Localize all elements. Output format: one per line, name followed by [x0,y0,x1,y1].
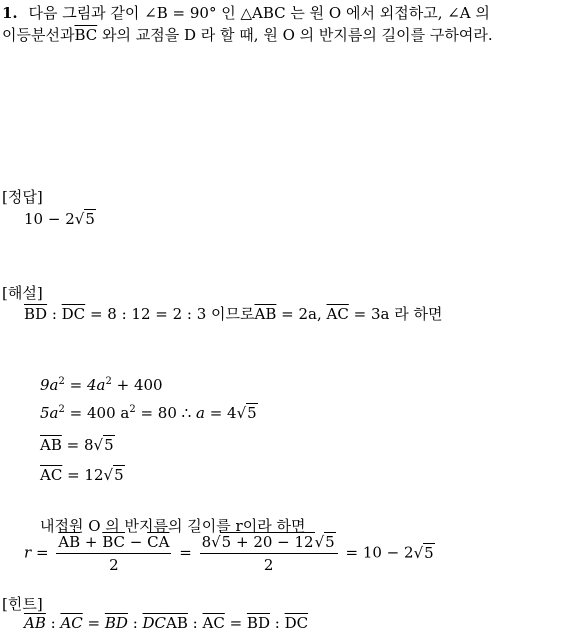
eq2-term-a: 5a [40,404,59,422]
eq4-value: = 12 [62,466,104,484]
equation-1: $9a^2 = 4a^2 + 400$ [40,376,163,394]
ac-value: = 3a 라 하면 [348,305,443,323]
question-line-2 [2,24,493,45]
segment-bc: $\overline{BC}$ [74,26,98,44]
hint-label: [힌트] [2,595,43,613]
eq1-term-b: = 4a [64,376,106,394]
sqrt-5: √5 [93,436,114,454]
question-text-1: 다음 그림과 같이 ∠B = 90° 인 △ABC 는 원 O 에서 외접하고, ∠A 의 [28,4,490,22]
equals: = [174,543,197,562]
hint-line: $\overline{AB}$ : $\overline{AC} = \overline{BD}$ : $\overline{DC}\overline{AB}$ : $\overline{AC} = \overline{BD}$ : $\overline{DC}$ [24,614,309,632]
sqrt-5: √5 [413,543,434,562]
eq2-term-e: = 4 [204,404,237,422]
eq3-value: = 8 [61,436,94,454]
eq2-term-b: = 400 a [64,404,130,422]
question-text-2-pre: 이등분선과 [2,26,75,44]
question-number: 1. [2,4,18,22]
segment-bd: $\overline{BD}$ [24,305,48,323]
sqrt-5: √5 [74,210,95,228]
equation-3 [40,436,115,454]
segment-ac: $\overline{AC}$ [60,614,83,632]
eq1-term-a: 9a [40,376,59,394]
answer-value-pre: 10 − 2 [24,210,75,228]
segment-bd: $\overline{BD}$ [246,614,270,632]
explanation-label: [해설] [2,284,43,302]
segment-ab: $\overline{AB}$ [40,436,62,454]
segment-ab: $\overline{AB}$ [58,533,81,551]
equation-2: $5a^2 = 400$ $a^2 = 80$ ∴ a = 4√5 [40,404,257,422]
segment-ab: $\overline{AB}$ [254,305,277,323]
sqrt-5: √5 [103,466,124,484]
radius-text: 내접원 O 의 반지름의 길이를 r이라 하면 [40,517,306,535]
radius-formula [24,533,435,574]
var-r: r [24,543,32,562]
eq2-var-a: a [195,404,205,422]
segment-bc: $\overline{BC}$ [102,533,126,551]
explanation-line-1 [24,303,442,324]
segment-ac: $\overline{AC}$ [40,466,63,484]
segment-dc: $\overline{DC}$ [61,305,86,323]
segment-ac: $\overline{AC}$ [326,305,349,323]
segment-bd: $\overline{BD}$ [104,614,128,632]
fraction-2: $\frac{8√5 + 20 - 12√5}{2}$ [200,533,338,574]
eq1-term-c: + 400 [111,376,163,394]
segment-ac: $\overline{AC}$ [202,614,225,632]
question-text-2-post: 와의 교점을 D 라 할 때, 원 O 의 반지름의 길이를 구하여라. [97,26,493,44]
fraction-1: $\frac{\overline{AB} + \overline{BC} - \overline{CA}}{2}$ [58,533,170,574]
answer-label: [정답] [2,188,43,206]
ab-value: = 2a, [276,305,327,323]
result-value: = 10 − 2 [340,543,414,562]
equals: = [31,543,54,562]
segment-ab: $\overline{AB}$ [24,614,46,632]
equation-4 [40,466,125,484]
segment-ab: $\overline{AB}$ [166,614,188,632]
ratio-text: = 8 : 12 = 2 : 3 이므로 [85,305,255,323]
answer-value [24,210,96,228]
segment-dc: $\overline{DC}$ [284,614,309,632]
segment-dc: $\overline{DC}$ [142,614,167,632]
segment-ca: $\overline{CA}$ [147,533,170,551]
eq2-term-c: = 80 ∴ [135,404,196,422]
sqrt-5: √5 [236,404,257,422]
question-line-1 [2,2,490,23]
colon: : [47,305,62,323]
